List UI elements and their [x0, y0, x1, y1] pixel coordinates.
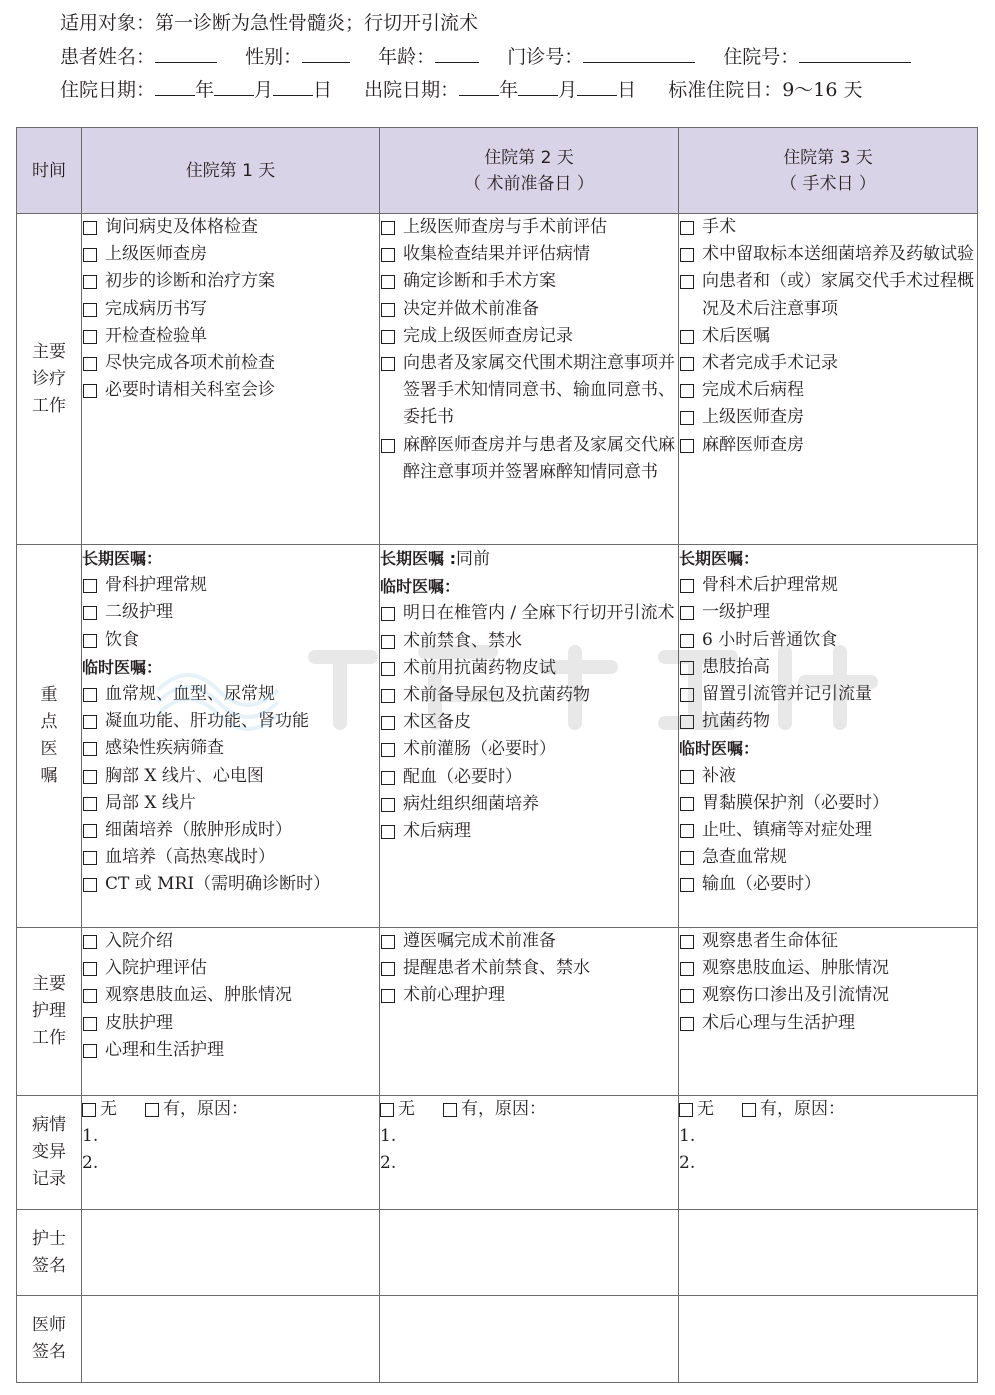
checklist-item[interactable] [380, 818, 678, 845]
checklist-item[interactable] [82, 817, 379, 844]
sex-label: 性别： [245, 46, 303, 68]
checklist-item[interactable] [380, 791, 678, 818]
checklist-item[interactable] [82, 982, 379, 1009]
checklist-item[interactable] [679, 928, 977, 955]
checklist-item[interactable] [679, 790, 977, 817]
checklist-item-text: 术后医嘱 [702, 325, 770, 346]
patient-info-line [60, 42, 911, 69]
checkbox-yes[interactable] [443, 1103, 457, 1117]
variance-yes-label: 有，原因： [163, 1099, 248, 1119]
checklist-item[interactable] [82, 1037, 379, 1064]
checklist-item-text: 术前禁食、禁水 [403, 630, 522, 651]
checklist-item[interactable] [82, 268, 379, 295]
checklist-item-text: 胸部 X 线片、心电图 [105, 765, 264, 786]
checklist-item-text: 入院护理评估 [105, 958, 207, 979]
checkbox[interactable] [83, 221, 97, 235]
checklist-item[interactable] [380, 241, 678, 268]
checklist-item-text: 上级医师查房 [702, 407, 804, 428]
checklist-item[interactable] [380, 955, 678, 982]
checkbox[interactable] [83, 330, 97, 344]
checklist-item-text: 完成上级医师查房记录 [403, 325, 573, 346]
checklist-item[interactable] [380, 214, 678, 241]
checklist-item[interactable] [380, 709, 678, 736]
long-term-orders-value: 同前 [455, 549, 490, 569]
checklist-item[interactable] [82, 323, 379, 350]
row-nursing [17, 928, 978, 1096]
checkbox[interactable] [83, 715, 97, 729]
variance-reason-2[interactable]: 2. [82, 1153, 99, 1174]
admit-date-label: 住院日期： [60, 79, 156, 101]
standard-stay: 标准住院日：9～16 天 [668, 79, 863, 101]
checklist-item-text: 术前用抗菌药物皮试 [403, 657, 556, 678]
checkbox[interactable] [680, 824, 694, 838]
checklist-item-text: 决定并做术前准备 [403, 298, 539, 319]
inpatient-no-blank[interactable] [799, 46, 911, 63]
checklist-item[interactable] [82, 708, 379, 735]
checkbox[interactable] [680, 275, 694, 289]
checklist-item-text: 完成病历书写 [105, 298, 207, 319]
checklist-item-text: 术前备导尿包及抗菌药物 [403, 685, 590, 706]
checklist-item-text: 一级护理 [702, 602, 770, 623]
checkbox[interactable] [83, 851, 97, 865]
checklist-item[interactable] [82, 350, 379, 377]
age-blank[interactable] [435, 46, 479, 63]
checkbox[interactable] [381, 798, 395, 812]
checkbox[interactable] [83, 634, 97, 648]
checklist-item-text: 入院介绍 [105, 931, 173, 951]
checkbox[interactable] [381, 771, 395, 785]
checklist-item-text: 手术 [702, 217, 736, 237]
checklist-item-text: 术前灌肠（必要时） [403, 739, 556, 760]
checkbox[interactable] [381, 275, 395, 289]
checklist-item-text: 开检查检验单 [105, 325, 207, 346]
checklist-item[interactable] [380, 350, 678, 432]
clinic-no-label: 门诊号： [507, 46, 584, 68]
checkbox[interactable] [680, 221, 694, 235]
temporary-orders-heading: 临时医嘱： [679, 739, 760, 759]
checklist-item[interactable] [82, 599, 379, 626]
day-label: 日 [617, 79, 637, 101]
discharge-year-blank[interactable] [459, 79, 499, 96]
checkbox[interactable] [680, 634, 694, 648]
variance-yes-label: 有，原因： [760, 1099, 845, 1119]
nursing-day3 [679, 928, 978, 1096]
checklist-item-text: 急查血常规 [702, 847, 787, 868]
variance-none-label: 无 [697, 1099, 714, 1119]
checklist-item-text: 明日在椎管内 / 全麻下行切开引流术 [403, 603, 675, 624]
checklist-item[interactable] [679, 871, 977, 898]
main-work-day3 [679, 214, 978, 545]
nurse-sign-day2[interactable] [380, 1210, 679, 1296]
main-work-day1 [82, 214, 380, 545]
checklist-item[interactable] [679, 817, 977, 844]
checklist-item[interactable] [380, 928, 678, 955]
checklist-item[interactable] [82, 1010, 379, 1037]
checkbox[interactable] [83, 770, 97, 784]
checkbox[interactable] [83, 357, 97, 371]
variance-options [380, 1096, 678, 1123]
checklist-item[interactable] [82, 572, 379, 599]
checklist-item-text: 6 小时后普通饮食 [702, 629, 838, 650]
applicable-line: 适用对象：第一诊断为急性骨髓炎；行切开引流术 [60, 12, 479, 34]
checklist-item[interactable] [679, 844, 977, 871]
checkbox[interactable] [680, 661, 694, 675]
checklist-item-text: CT 或 MRI（需明确诊断时） [105, 874, 331, 895]
checkbox[interactable] [83, 878, 97, 892]
checkbox-none[interactable] [679, 1103, 693, 1117]
checklist-item-text: 止吐、镇痛等对症处理 [702, 820, 872, 841]
discharge-month-blank[interactable] [518, 79, 558, 96]
checkbox[interactable] [680, 715, 694, 729]
variance-none-label: 无 [100, 1099, 117, 1119]
checklist-item[interactable] [82, 790, 379, 817]
checkbox[interactable] [83, 303, 97, 317]
checklist-item-text: 骨科护理常规 [105, 575, 207, 596]
checklist-item[interactable] [679, 708, 977, 735]
discharge-date-label: 出院日期： [364, 79, 460, 101]
checklist-item-text: 补液 [702, 765, 736, 786]
checkbox[interactable] [381, 439, 395, 453]
temporary-orders-heading: 临时医嘱： [82, 657, 163, 677]
long-term-orders-heading: 长期医嘱 : [380, 549, 456, 568]
checklist-item[interactable] [679, 763, 977, 790]
month-label: 月 [558, 79, 578, 101]
checklist-item-text: 术区备皮 [403, 712, 471, 733]
checkbox[interactable] [680, 357, 694, 371]
checklist-item[interactable] [679, 323, 977, 350]
checklist-item-text: 收集检查结果并评估病情 [403, 244, 590, 265]
checkbox[interactable] [381, 743, 395, 757]
checklist-item-text: 尽快完成各项术前检查 [105, 353, 275, 374]
checklist-item[interactable] [679, 377, 977, 404]
checklist-item[interactable] [380, 682, 678, 709]
checklist-item[interactable] [679, 955, 977, 982]
col-day3: 住院第 3 天 （ 手术日 ） [679, 128, 978, 214]
checklist-item[interactable] [82, 735, 379, 762]
checkbox[interactable] [83, 688, 97, 702]
checklist-item-text: 饮食 [105, 629, 139, 650]
checkbox[interactable] [83, 797, 97, 811]
checklist-item[interactable] [82, 241, 379, 268]
nurse-sign-day3[interactable] [679, 1210, 978, 1296]
orders-day1 [82, 545, 380, 928]
checkbox[interactable] [680, 770, 694, 784]
checkbox-yes[interactable] [145, 1103, 159, 1117]
name-blank[interactable] [155, 46, 217, 63]
checklist-item-text: 配血（必要时） [403, 766, 522, 787]
row-label: 重点医嘱 [17, 545, 82, 928]
checkbox[interactable] [381, 716, 395, 730]
checklist-item-text: 观察患者生命体征 [702, 931, 838, 951]
checklist-item[interactable] [679, 982, 977, 1009]
variance-reason-1[interactable]: 1. [679, 1126, 696, 1147]
checkbox[interactable] [680, 989, 694, 1003]
checkbox[interactable] [381, 662, 395, 676]
age-label: 年龄： [378, 46, 436, 68]
row-label: 病情变异记录 [17, 1096, 82, 1210]
checkbox[interactable] [83, 1017, 97, 1031]
checklist-item[interactable] [380, 764, 678, 791]
checklist-item-text: 胃黏膜保护剂（必要时） [702, 792, 889, 813]
row-variance [17, 1096, 978, 1210]
sex-blank[interactable] [302, 46, 350, 63]
checklist-item-text: 询问病史及体格检查 [105, 217, 258, 237]
variance-yes-label: 有，原因： [461, 1099, 546, 1119]
checklist-item-text: 病灶组织细菌培养 [403, 793, 539, 814]
orders-day2 [380, 545, 679, 928]
name-label: 患者姓名： [60, 46, 156, 68]
month-label: 月 [254, 79, 274, 101]
checklist-item-text: 输血（必要时） [702, 874, 821, 895]
checklist-item-text: 血培养（高热寒战时） [105, 847, 275, 868]
row-label: 主要护理工作 [17, 928, 82, 1096]
checkbox[interactable] [680, 330, 694, 344]
checklist-item-text: 观察患肢血运、肿胀情况 [702, 958, 889, 979]
checklist-item-text: 上级医师查房 [105, 244, 207, 265]
checkbox[interactable] [83, 935, 97, 949]
checkbox[interactable] [83, 579, 97, 593]
checkbox[interactable] [381, 825, 395, 839]
checkbox-yes[interactable] [742, 1103, 756, 1117]
checklist-item-text: 抗菌药物 [702, 711, 770, 732]
row-doctor-signature [17, 1296, 978, 1383]
table-header-row [17, 128, 978, 214]
checkbox[interactable] [83, 248, 97, 262]
checklist-item[interactable] [82, 214, 379, 241]
checkbox[interactable] [680, 411, 694, 425]
checklist-item-text: 麻醉医师查房 [702, 434, 804, 455]
checkbox[interactable] [83, 1044, 97, 1058]
checklist-item-text: 二级护理 [105, 602, 173, 623]
checklist-item-text: 术后心理与生活护理 [702, 1012, 855, 1033]
admit-year-blank[interactable] [155, 79, 195, 96]
checklist-item[interactable] [679, 1010, 977, 1037]
checklist-item[interactable] [82, 928, 379, 955]
checklist-item-text: 必要时请相关科室会诊 [105, 380, 275, 401]
row-label: 护士签名 [17, 1210, 82, 1296]
checkbox[interactable] [680, 797, 694, 811]
checklist-item[interactable] [82, 681, 379, 708]
checkbox[interactable] [680, 688, 694, 702]
checkbox[interactable] [680, 248, 694, 262]
checklist-item-text: 术中留取标本送细菌培养及药敏试验 [702, 244, 974, 265]
checkbox[interactable] [83, 989, 97, 1003]
checklist-item-text: 向患者及家属交代围术期注意事项并签署手术知情同意书、输血同意书、委托书 [403, 353, 675, 428]
row-nurse-signature [17, 1210, 978, 1296]
checklist-item[interactable] [380, 323, 678, 350]
checklist-item-text: 术前心理护理 [403, 985, 505, 1006]
checkbox[interactable] [381, 635, 395, 649]
checklist-item[interactable] [380, 628, 678, 655]
checklist-item[interactable] [380, 655, 678, 682]
checklist-item-text: 向患者和（或）家属交代手术过程概况及术后注意事项 [702, 271, 974, 319]
checkbox[interactable] [680, 1017, 694, 1031]
checklist-item-text: 感染性疾病筛查 [105, 738, 224, 759]
long-term-orders-heading: 长期医嘱： [82, 549, 163, 568]
checkbox-none[interactable] [82, 1103, 96, 1117]
checklist-item-text: 完成术后病程 [702, 380, 804, 401]
checkbox[interactable] [381, 989, 395, 1003]
temporary-orders-heading: 临时医嘱： [380, 577, 461, 597]
checklist-item-text: 确定诊断和手术方案 [403, 271, 556, 292]
checkbox[interactable] [680, 935, 694, 949]
checkbox[interactable] [83, 824, 97, 838]
col-day2: 住院第 2 天 （ 术前准备日 ） [380, 128, 679, 214]
checklist-item[interactable] [679, 350, 977, 377]
col-day1: 住院第 1 天 [82, 128, 380, 214]
checklist-item-text: 术者完成手术记录 [702, 353, 838, 374]
checkbox[interactable] [680, 606, 694, 620]
variance-day1 [82, 1096, 380, 1210]
variance-reason-1[interactable]: 1. [82, 1126, 99, 1147]
variance-day2 [380, 1096, 679, 1210]
checkbox[interactable] [680, 851, 694, 865]
checklist-item[interactable] [82, 763, 379, 790]
checklist-item[interactable] [380, 296, 678, 323]
admit-month-blank[interactable] [214, 79, 254, 96]
day-label: 日 [313, 79, 333, 101]
checklist-item[interactable] [82, 871, 379, 898]
clinic-no-blank[interactable] [583, 46, 695, 63]
orders-day3 [679, 545, 978, 928]
checkbox-none[interactable] [380, 1103, 394, 1117]
year-label: 年 [499, 79, 519, 101]
checklist-item-text: 留置引流管并记引流量 [702, 684, 872, 705]
checklist-item-text: 凝血功能、肝功能、肾功能 [105, 711, 309, 732]
variance-options [82, 1096, 379, 1123]
checklist-item[interactable] [679, 599, 977, 626]
checkbox[interactable] [381, 221, 395, 235]
discharge-day-blank[interactable] [577, 79, 617, 96]
checkbox[interactable] [83, 384, 97, 398]
checklist-item-text: 初步的诊断和治疗方案 [105, 271, 275, 292]
checkbox[interactable] [83, 742, 97, 756]
row-key-orders [17, 545, 978, 928]
variance-none-label: 无 [398, 1099, 415, 1119]
row-main-work [17, 214, 978, 545]
checklist-item[interactable] [380, 736, 678, 763]
checklist-item[interactable] [82, 627, 379, 654]
checklist-item[interactable] [679, 627, 977, 654]
nursing-day1 [82, 928, 380, 1096]
checklist-item[interactable] [679, 404, 977, 431]
variance-reason-2[interactable]: 2. [679, 1153, 696, 1174]
checklist-item[interactable] [679, 432, 977, 459]
checklist-item[interactable] [679, 214, 977, 241]
checklist-item[interactable] [679, 681, 977, 708]
checklist-item[interactable] [82, 377, 379, 404]
checklist-item-text: 心理和生活护理 [105, 1039, 224, 1060]
checkbox[interactable] [680, 878, 694, 892]
checklist-item[interactable] [82, 955, 379, 982]
nursing-day2 [380, 928, 679, 1096]
checkbox[interactable] [381, 607, 395, 621]
checkbox[interactable] [83, 606, 97, 620]
checklist-item-text: 观察患肢血运、肿胀情况 [105, 985, 292, 1006]
checkbox[interactable] [680, 439, 694, 453]
date-line [60, 75, 863, 102]
checklist-item-text: 麻醉医师查房并与患者及家属交代麻醉注意事项并签署麻醉知情同意书 [403, 434, 675, 482]
checklist-item-text: 提醒患者术前禁食、禁水 [403, 958, 590, 979]
variance-reason-1[interactable]: 1. [380, 1126, 397, 1147]
doctor-sign-day3[interactable] [679, 1296, 978, 1383]
nurse-sign-day1[interactable] [82, 1210, 380, 1296]
checklist-item-text: 皮肤护理 [105, 1012, 173, 1033]
checkbox[interactable] [680, 384, 694, 398]
row-label: 医师签名 [17, 1296, 82, 1383]
variance-options [679, 1096, 977, 1123]
checklist-item[interactable] [82, 296, 379, 323]
checklist-item[interactable] [380, 432, 678, 486]
checklist-item-text: 上级医师查房与手术前评估 [403, 217, 607, 237]
checklist-item-text: 观察伤口渗出及引流情况 [702, 985, 889, 1006]
checkbox[interactable] [381, 689, 395, 703]
checkbox[interactable] [680, 579, 694, 593]
checkbox[interactable] [381, 303, 395, 317]
doctor-sign-day1[interactable] [82, 1296, 380, 1383]
checklist-item-text: 细菌培养（脓肿形成时） [105, 820, 292, 841]
checklist-item-text: 骨科术后护理常规 [702, 575, 838, 596]
checklist-item[interactable] [380, 982, 678, 1009]
checkbox[interactable] [680, 962, 694, 976]
checkbox[interactable] [381, 248, 395, 262]
checklist-item-text: 遵医嘱完成术前准备 [403, 931, 556, 951]
checkbox[interactable] [83, 275, 97, 289]
checklist-item[interactable] [380, 268, 678, 295]
variance-day3 [679, 1096, 978, 1210]
admit-day-blank[interactable] [273, 79, 313, 96]
checklist-item-text: 术后病理 [403, 821, 471, 842]
checklist-item-text: 血常规、血型、尿常规 [105, 684, 275, 705]
checklist-item[interactable] [679, 268, 977, 322]
main-work-day2 [380, 214, 679, 545]
checklist-item[interactable] [679, 654, 977, 681]
col-time: 时间 [17, 128, 82, 214]
checklist-item[interactable] [679, 241, 977, 268]
checkbox[interactable] [381, 962, 395, 976]
long-term-orders-heading: 长期医嘱： [679, 549, 760, 568]
row-label: 主要诊疗工作 [17, 214, 82, 545]
checklist-item[interactable] [679, 572, 977, 599]
checklist-item-text: 局部 X 线片 [105, 792, 196, 813]
inpatient-no-label: 住院号： [723, 46, 800, 68]
checkbox[interactable] [83, 962, 97, 976]
checkbox[interactable] [381, 330, 395, 344]
clinical-pathway-table [16, 127, 978, 1383]
checkbox[interactable] [381, 357, 395, 371]
doctor-sign-day2[interactable] [380, 1296, 679, 1383]
checklist-item-text: 患肢抬高 [702, 656, 770, 677]
year-label: 年 [195, 79, 215, 101]
variance-reason-2[interactable]: 2. [380, 1153, 397, 1174]
checklist-item[interactable] [82, 844, 379, 871]
checkbox[interactable] [381, 935, 395, 949]
checklist-item[interactable] [380, 600, 678, 627]
